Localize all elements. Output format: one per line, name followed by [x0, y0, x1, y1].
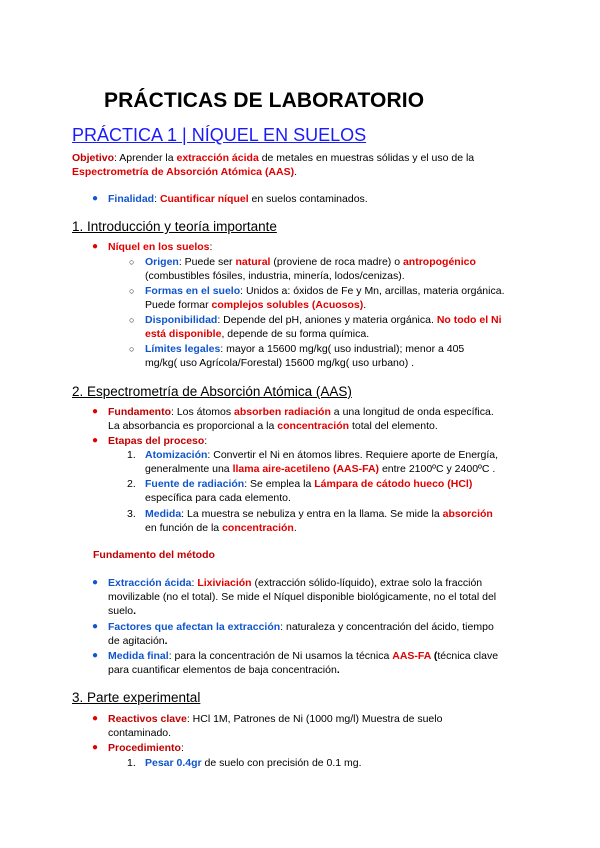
step-number: 2.	[127, 478, 136, 490]
fundamento-line-1: Fundamento: Los átomos absorben radiación a una longitud de onda específica.	[108, 406, 494, 418]
extraccion-line-3: suelo.	[108, 605, 137, 617]
step-number: 1.	[127, 757, 136, 769]
formas-line-2: Puede formar complejos solubles (Acuosos).	[145, 299, 367, 311]
objective-line-2: Espectrometría de Absorción Atómica (AAS).	[72, 166, 298, 178]
circle-bullet-icon: ○	[129, 257, 135, 267]
bullet-icon: ●	[92, 650, 99, 661]
reactivos-line-1: Reactivos clave: HCl 1M, Patrones de Ni (1000 mg/l) Muestra de suelo	[108, 713, 443, 725]
method-heading: Fundamento del método	[93, 549, 215, 561]
objective-line-1: Objetivo: Aprender la extracción ácida de metales en muestras sólidas y el uso de la	[72, 152, 475, 164]
extraccion-line-1: Extracción ácida: Lixiviación (extracción sólido-líquido), extrae solo la fracción	[108, 577, 483, 589]
disp-line-1: Disponibilidad: Depende del pH, aniones y materia orgánica. No todo el Ni	[145, 314, 502, 326]
step-number: 3.	[127, 508, 136, 520]
step-3-line-2: en función de la concentración.	[145, 522, 297, 534]
section-3-heading: 3. Parte experimental	[72, 690, 201, 705]
bullet-icon: ●	[92, 241, 99, 252]
section-1-heading: 1. Introducción y teoría importante	[72, 219, 277, 234]
bullet-icon: ●	[92, 435, 99, 446]
bullet-icon: ●	[92, 713, 99, 724]
circle-bullet-icon: ○	[129, 315, 135, 325]
bullet-icon: ●	[92, 193, 99, 204]
step-1-line-1: Atomización: Convertir el Ni en átomos libres. Requiere aporte de Energía,	[145, 449, 499, 461]
fundamento-line-2: La absorbancia es proporcional a la concentración total del elemento.	[108, 420, 438, 432]
bullet-icon: ●	[92, 621, 99, 632]
etapas-item: Etapas del proceso:	[108, 435, 208, 447]
nickel-item: Níquel en los suelos:	[108, 241, 213, 253]
circle-bullet-icon: ○	[129, 286, 135, 296]
medida-line-1: Medida final: para la concentración de Ni usamos la técnica AAS-FA (técnica clave	[108, 650, 499, 662]
limites-line-1: Límites legales: mayor a 15600 mg/kg( uso industrial); menor a 405	[145, 343, 465, 355]
page-title: PRÁCTICAS DE LABORATORIO	[104, 89, 425, 112]
step-number: 1.	[127, 449, 136, 461]
step-2-line-2: específica para cada elemento.	[145, 492, 291, 504]
circle-bullet-icon: ○	[129, 344, 135, 354]
origen-line-2: (combustibles fósiles, industria, minería, lodos/cenizas).	[145, 270, 405, 282]
bullet-icon: ●	[92, 406, 99, 417]
disp-line-2: está disponible, depende de su forma química.	[145, 328, 370, 340]
bullet-icon: ●	[92, 577, 99, 588]
reactivos-line-2: contaminado.	[108, 727, 172, 739]
step-3-line-1: Medida: La muestra se nebuliza y entra en la llama. Se mide la absorción	[145, 508, 493, 520]
finalidad-item: Finalidad: Cuantificar níquel en suelos contaminados.	[108, 193, 368, 205]
practice-title: PRÁCTICA 1 | NÍQUEL EN SUELOS	[72, 125, 367, 145]
extraccion-line-2: movilizable (no el total). Se mide el Níquel disponible biológicamente, no el total del	[108, 591, 497, 603]
origen-line-1: Origen: Puede ser natural (proviene de roca madre) o antropogénico	[145, 256, 476, 268]
step-1-line-2: generalmente una llama aire-acetileno (AAS-FA) entre 2100ºC y 2400ºC .	[145, 463, 496, 475]
step-2-line-1: Fuente de radiación: Se emplea la Lámpara de cátodo hueco (HCl)	[145, 478, 473, 490]
formas-line-1: Formas en el suelo: Unidos a: óxidos de Fe y Mn, arcillas, materia orgánica.	[145, 285, 505, 297]
section-2-heading: 2. Espectrometría de Absorción Atómica (AAS)	[72, 384, 352, 399]
factores-line-1: Factores que afectan la extracción: naturaleza y concentración del ácido, tiempo	[108, 621, 494, 633]
objective-label: Objetivo	[72, 152, 115, 164]
proc-step-1: Pesar 0.4gr de suelo con precisión de 0.1 mg.	[145, 757, 362, 769]
procedimiento-item: Procedimiento:	[108, 742, 184, 754]
limites-line-2: mg/kg( uso Agrícola/Forestal) 15600 mg/kg( uso urbano) .	[145, 357, 415, 369]
factores-line-2: de agitación.	[108, 635, 168, 647]
bullet-icon: ●	[92, 742, 99, 753]
medida-line-2: para cuantificar elementos de baja concentración.	[108, 664, 340, 676]
